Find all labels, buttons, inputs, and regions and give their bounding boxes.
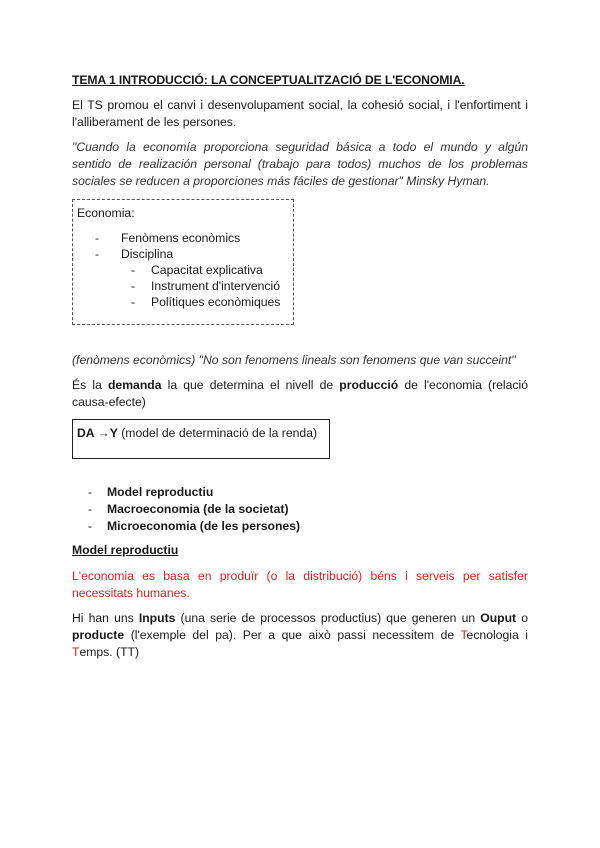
list-item: - Fenòmens econòmics [95, 231, 241, 245]
definition-paragraph: L'economia es basa en produïr (o la distribució) béns i serveis per satisfer necessitats humanes. [72, 569, 528, 600]
economia-box [72, 199, 294, 325]
list-item: - Macroeconomia (de la societat) [88, 502, 289, 516]
list-subitem: - Polítiques econòmiques [131, 295, 281, 309]
concept-list [88, 484, 300, 535]
fenomens-quote: (fenòmens econòmics) "No son fenomens lineals son fenomens que van succeint" [72, 353, 516, 367]
economia-label: Economia: [77, 206, 135, 220]
list-item: - Model reproductiu [88, 485, 214, 499]
da-model-box: DA →Y (model de determinació de la renda) [72, 419, 330, 459]
demanda-paragraph: És la demanda la que determina el nivell de producció de l'economia (relació causa-efecte) [72, 378, 528, 409]
section-heading: Model reproductiu [72, 543, 179, 557]
intro-paragraph: El TS promou el canvi i desenvolupament social, la cohesió social, i l'enfortiment i l'alliberament de les persones. [72, 98, 528, 129]
minsky-quote: "Cuando la economía proporciona seguridad básica a todo el mundo y algún sentido de realización personal (trabajo para todos) muchos de los problemas sociales se reducen a proporciones más fáciles de gestionar" Minsky Hyman. [72, 140, 528, 188]
list-subitem: - Capacitat explicativa [131, 263, 263, 277]
inputs-paragraph: Hi han uns Inputs (una serie de processos productius) que generen un Ouput o producte (l'exemple del pa). Per a que això passi necessitem de Tecnologia i Temps. (TT) [72, 611, 528, 659]
list-item: - Microeconomia (de les persones) [88, 519, 301, 533]
list-subitem: - Instrument d'intervenció [131, 279, 281, 293]
list-item: - Disciplina [95, 247, 174, 261]
page-title: TEMA 1 INTRODUCCIÓ: LA CONCEPTUALITZACIÓ DE L'ECONOMIA. [72, 73, 465, 87]
